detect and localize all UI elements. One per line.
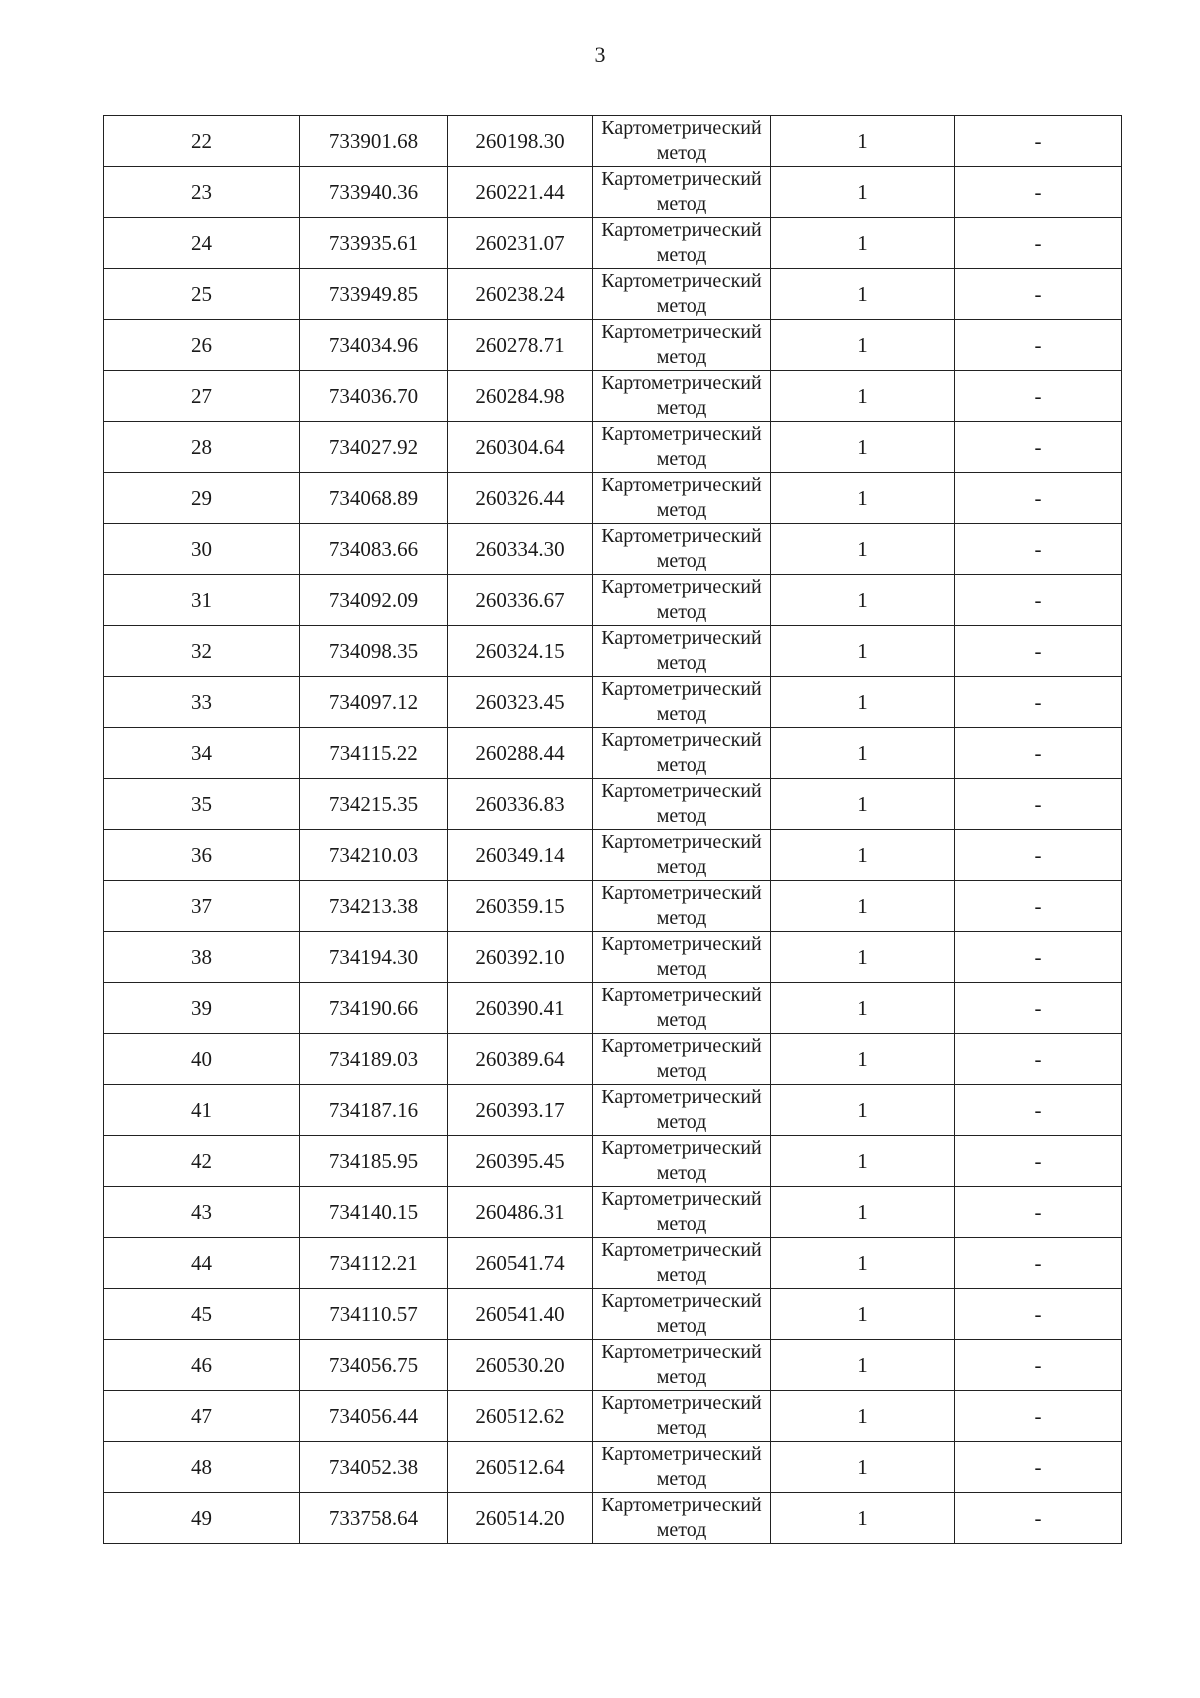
method-line-2: метод: [656, 1060, 707, 1082]
coordinate-y-cell: 260231.07: [448, 218, 593, 269]
accuracy-cell: 1: [771, 1187, 955, 1238]
point-number-cell: 22: [104, 116, 300, 167]
method-cell: [593, 932, 771, 983]
method-cell: [593, 830, 771, 881]
point-number-cell: 38: [104, 932, 300, 983]
coordinate-x-cell: 734210.03: [300, 830, 448, 881]
note-cell: -: [955, 218, 1122, 269]
note-cell: -: [955, 677, 1122, 728]
accuracy-cell: 1: [771, 830, 955, 881]
method-line-2: метод: [656, 1213, 707, 1235]
accuracy-cell: 1: [771, 1340, 955, 1391]
accuracy-cell: 1: [771, 422, 955, 473]
method-line-2: метод: [656, 244, 707, 266]
accuracy-cell: 1: [771, 218, 955, 269]
accuracy-cell: 1: [771, 1085, 955, 1136]
method-cell: [593, 1442, 771, 1493]
coordinate-y-cell: 260530.20: [448, 1340, 593, 1391]
method-line-1: Картометрический: [601, 168, 762, 190]
coordinate-x-cell: 733949.85: [300, 269, 448, 320]
method-cell: [593, 218, 771, 269]
method-line-1: Картометрический: [601, 576, 762, 598]
note-cell: -: [955, 932, 1122, 983]
coordinate-x-cell: 733901.68: [300, 116, 448, 167]
point-number-cell: 48: [104, 1442, 300, 1493]
coordinate-x-cell: 734185.95: [300, 1136, 448, 1187]
method-line-1: Картометрический: [601, 117, 762, 139]
table-row: [104, 779, 1122, 830]
accuracy-cell: 1: [771, 1289, 955, 1340]
method-line-1: Картометрический: [601, 882, 762, 904]
note-cell: -: [955, 830, 1122, 881]
table-row: [104, 575, 1122, 626]
coordinates-table-body: [104, 116, 1122, 1544]
method-line-2: метод: [656, 1264, 707, 1286]
point-number-cell: 47: [104, 1391, 300, 1442]
method-cell: [593, 1391, 771, 1442]
note-cell: -: [955, 1085, 1122, 1136]
method-line-1: Картометрический: [601, 678, 762, 700]
method-line-1: Картометрический: [601, 321, 762, 343]
coordinate-y-cell: 260323.45: [448, 677, 593, 728]
accuracy-cell: 1: [771, 1034, 955, 1085]
method-line-2: метод: [656, 397, 707, 419]
coordinate-y-cell: 260349.14: [448, 830, 593, 881]
coordinate-x-cell: 733940.36: [300, 167, 448, 218]
accuracy-cell: 1: [771, 167, 955, 218]
point-number-cell: 46: [104, 1340, 300, 1391]
coordinate-x-cell: 734092.09: [300, 575, 448, 626]
table-row: [104, 1340, 1122, 1391]
note-cell: -: [955, 1340, 1122, 1391]
accuracy-cell: 1: [771, 626, 955, 677]
page-number: 3: [594, 42, 606, 67]
coordinate-x-cell: 733758.64: [300, 1493, 448, 1544]
method-cell: [593, 728, 771, 779]
method-cell: [593, 1340, 771, 1391]
point-number-cell: 41: [104, 1085, 300, 1136]
method-line-2: метод: [656, 550, 707, 572]
accuracy-cell: 1: [771, 779, 955, 830]
method-line-1: Картометрический: [601, 1086, 762, 1108]
accuracy-cell: 1: [771, 677, 955, 728]
note-cell: -: [955, 1238, 1122, 1289]
accuracy-cell: 1: [771, 269, 955, 320]
coordinate-y-cell: 260288.44: [448, 728, 593, 779]
coordinate-x-cell: 734056.75: [300, 1340, 448, 1391]
method-line-1: Картометрический: [601, 270, 762, 292]
method-line-2: метод: [656, 1111, 707, 1133]
point-number-cell: 49: [104, 1493, 300, 1544]
accuracy-cell: 1: [771, 1493, 955, 1544]
point-number-cell: 31: [104, 575, 300, 626]
coordinate-y-cell: 260392.10: [448, 932, 593, 983]
point-number-cell: 44: [104, 1238, 300, 1289]
accuracy-cell: 1: [771, 983, 955, 1034]
method-line-1: Картометрический: [601, 780, 762, 802]
note-cell: -: [955, 575, 1122, 626]
note-cell: -: [955, 1034, 1122, 1085]
coordinate-y-cell: 260336.83: [448, 779, 593, 830]
note-cell: -: [955, 371, 1122, 422]
point-number-cell: 36: [104, 830, 300, 881]
coordinate-y-cell: 260541.74: [448, 1238, 593, 1289]
coordinate-y-cell: 260198.30: [448, 116, 593, 167]
method-cell: [593, 167, 771, 218]
coordinate-x-cell: 734098.35: [300, 626, 448, 677]
method-line-2: метод: [656, 499, 707, 521]
method-cell: [593, 371, 771, 422]
method-line-1: Картометрический: [601, 372, 762, 394]
coordinate-x-cell: 734083.66: [300, 524, 448, 575]
point-number-cell: 39: [104, 983, 300, 1034]
coordinate-y-cell: 260359.15: [448, 881, 593, 932]
method-cell: [593, 1238, 771, 1289]
table-row: [104, 677, 1122, 728]
method-line-1: Картометрический: [601, 627, 762, 649]
coordinate-y-cell: 260278.71: [448, 320, 593, 371]
coordinate-x-cell: 734215.35: [300, 779, 448, 830]
coordinate-y-cell: 260390.41: [448, 983, 593, 1034]
coordinate-x-cell: 734110.57: [300, 1289, 448, 1340]
note-cell: -: [955, 524, 1122, 575]
accuracy-cell: 1: [771, 1238, 955, 1289]
coordinate-x-cell: 734112.21: [300, 1238, 448, 1289]
coordinate-y-cell: 260324.15: [448, 626, 593, 677]
table-row: [104, 1289, 1122, 1340]
coordinate-y-cell: 260389.64: [448, 1034, 593, 1085]
method-line-2: метод: [656, 1468, 707, 1490]
note-cell: -: [955, 116, 1122, 167]
method-line-1: Картометрический: [601, 474, 762, 496]
point-number-cell: 45: [104, 1289, 300, 1340]
note-cell: -: [955, 779, 1122, 830]
note-cell: -: [955, 422, 1122, 473]
method-cell: [593, 1034, 771, 1085]
method-cell: [593, 626, 771, 677]
table-row: [104, 830, 1122, 881]
note-cell: -: [955, 1187, 1122, 1238]
method-line-2: метод: [656, 142, 707, 164]
point-number-cell: 25: [104, 269, 300, 320]
table-row: [104, 320, 1122, 371]
table-row: [104, 422, 1122, 473]
method-line-2: метод: [656, 1519, 707, 1541]
point-number-cell: 23: [104, 167, 300, 218]
method-line-1: Картометрический: [601, 1239, 762, 1261]
coordinate-y-cell: 260326.44: [448, 473, 593, 524]
table-row: [104, 1034, 1122, 1085]
method-line-1: Картометрический: [601, 1035, 762, 1057]
method-line-1: Картометрический: [601, 423, 762, 445]
coordinate-y-cell: 260238.24: [448, 269, 593, 320]
method-line-2: метод: [656, 907, 707, 929]
table-row: [104, 167, 1122, 218]
accuracy-cell: 1: [771, 473, 955, 524]
method-cell: [593, 422, 771, 473]
table-row: [104, 269, 1122, 320]
method-cell: [593, 1187, 771, 1238]
method-cell: [593, 1493, 771, 1544]
table-row: [104, 728, 1122, 779]
method-line-2: метод: [656, 346, 707, 368]
method-line-1: Картометрический: [601, 1188, 762, 1210]
table-row: [104, 1238, 1122, 1289]
point-number-cell: 34: [104, 728, 300, 779]
note-cell: -: [955, 1442, 1122, 1493]
table-row: [104, 626, 1122, 677]
note-cell: -: [955, 881, 1122, 932]
accuracy-cell: 1: [771, 371, 955, 422]
coordinate-x-cell: 734052.38: [300, 1442, 448, 1493]
method-cell: [593, 983, 771, 1034]
method-cell: [593, 881, 771, 932]
coordinate-x-cell: 733935.61: [300, 218, 448, 269]
coordinate-y-cell: 260336.67: [448, 575, 593, 626]
note-cell: -: [955, 626, 1122, 677]
coordinate-x-cell: 734189.03: [300, 1034, 448, 1085]
coordinate-x-cell: 734027.92: [300, 422, 448, 473]
method-cell: [593, 116, 771, 167]
method-line-1: Картометрический: [601, 1443, 762, 1465]
method-cell: [593, 1085, 771, 1136]
method-cell: [593, 1289, 771, 1340]
method-line-2: метод: [656, 1366, 707, 1388]
method-cell: [593, 269, 771, 320]
coordinate-y-cell: 260284.98: [448, 371, 593, 422]
accuracy-cell: 1: [771, 1442, 955, 1493]
point-number-cell: 40: [104, 1034, 300, 1085]
method-line-2: метод: [656, 1315, 707, 1337]
method-line-1: Картометрический: [601, 831, 762, 853]
point-number-cell: 29: [104, 473, 300, 524]
method-line-2: метод: [656, 193, 707, 215]
accuracy-cell: 1: [771, 524, 955, 575]
coordinate-y-cell: 260512.64: [448, 1442, 593, 1493]
table-row: [104, 1187, 1122, 1238]
table-row: [104, 218, 1122, 269]
note-cell: -: [955, 728, 1122, 779]
method-line-2: метод: [656, 1009, 707, 1031]
coordinate-y-cell: 260334.30: [448, 524, 593, 575]
point-number-cell: 35: [104, 779, 300, 830]
coordinate-x-cell: 734115.22: [300, 728, 448, 779]
table-row: [104, 881, 1122, 932]
point-number-cell: 27: [104, 371, 300, 422]
coordinate-y-cell: 260541.40: [448, 1289, 593, 1340]
point-number-cell: 32: [104, 626, 300, 677]
coordinate-x-cell: 734034.96: [300, 320, 448, 371]
table-row: [104, 524, 1122, 575]
coordinate-x-cell: 734068.89: [300, 473, 448, 524]
method-line-2: метод: [656, 805, 707, 827]
coordinate-y-cell: 260512.62: [448, 1391, 593, 1442]
table-row: [104, 1085, 1122, 1136]
table-row: [104, 1391, 1122, 1442]
accuracy-cell: 1: [771, 1136, 955, 1187]
table-row: [104, 932, 1122, 983]
method-line-1: Картометрический: [601, 1392, 762, 1414]
coordinate-x-cell: 734187.16: [300, 1085, 448, 1136]
method-cell: [593, 524, 771, 575]
coordinate-x-cell: 734194.30: [300, 932, 448, 983]
method-line-2: метод: [656, 1162, 707, 1184]
point-number-cell: 24: [104, 218, 300, 269]
note-cell: -: [955, 320, 1122, 371]
table-row: [104, 1442, 1122, 1493]
accuracy-cell: 1: [771, 728, 955, 779]
coordinate-x-cell: 734213.38: [300, 881, 448, 932]
method-line-2: метод: [656, 1417, 707, 1439]
coordinate-y-cell: 260514.20: [448, 1493, 593, 1544]
coordinates-table: [103, 115, 1122, 1544]
method-line-2: метод: [656, 601, 707, 623]
note-cell: -: [955, 1289, 1122, 1340]
method-line-1: Картометрический: [601, 1494, 762, 1516]
coordinate-x-cell: 734097.12: [300, 677, 448, 728]
method-cell: [593, 677, 771, 728]
note-cell: -: [955, 167, 1122, 218]
coordinate-y-cell: 260304.64: [448, 422, 593, 473]
table-row: [104, 116, 1122, 167]
table-row: [104, 371, 1122, 422]
method-line-2: метод: [656, 295, 707, 317]
point-number-cell: 43: [104, 1187, 300, 1238]
note-cell: -: [955, 1391, 1122, 1442]
coordinate-x-cell: 734190.66: [300, 983, 448, 1034]
method-line-2: метод: [656, 448, 707, 470]
method-line-2: метод: [656, 652, 707, 674]
point-number-cell: 28: [104, 422, 300, 473]
method-cell: [593, 473, 771, 524]
point-number-cell: 33: [104, 677, 300, 728]
accuracy-cell: 1: [771, 1391, 955, 1442]
accuracy-cell: 1: [771, 320, 955, 371]
note-cell: -: [955, 983, 1122, 1034]
method-line-1: Картометрический: [601, 984, 762, 1006]
note-cell: -: [955, 1136, 1122, 1187]
table-row: [104, 473, 1122, 524]
method-cell: [593, 320, 771, 371]
coordinate-y-cell: 260486.31: [448, 1187, 593, 1238]
method-line-1: Картометрический: [601, 1137, 762, 1159]
method-line-1: Картометрический: [601, 933, 762, 955]
table-row: [104, 1136, 1122, 1187]
table-row: [104, 1493, 1122, 1544]
point-number-cell: 42: [104, 1136, 300, 1187]
accuracy-cell: 1: [771, 932, 955, 983]
table-row: [104, 983, 1122, 1034]
accuracy-cell: 1: [771, 116, 955, 167]
note-cell: -: [955, 269, 1122, 320]
method-line-1: Картометрический: [601, 219, 762, 241]
note-cell: -: [955, 473, 1122, 524]
method-line-2: метод: [656, 703, 707, 725]
method-line-2: метод: [656, 958, 707, 980]
coordinate-y-cell: 260395.45: [448, 1136, 593, 1187]
coordinate-x-cell: 734056.44: [300, 1391, 448, 1442]
method-cell: [593, 1136, 771, 1187]
method-line-2: метод: [656, 856, 707, 878]
method-line-1: Картометрический: [601, 1341, 762, 1363]
note-cell: -: [955, 1493, 1122, 1544]
point-number-cell: 37: [104, 881, 300, 932]
coordinate-x-cell: 734140.15: [300, 1187, 448, 1238]
coordinate-y-cell: 260221.44: [448, 167, 593, 218]
coordinate-x-cell: 734036.70: [300, 371, 448, 422]
accuracy-cell: 1: [771, 881, 955, 932]
method-line-2: метод: [656, 754, 707, 776]
coordinate-y-cell: 260393.17: [448, 1085, 593, 1136]
method-line-1: Картометрический: [601, 1290, 762, 1312]
method-line-1: Картометрический: [601, 525, 762, 547]
method-cell: [593, 575, 771, 626]
point-number-cell: 26: [104, 320, 300, 371]
point-number-cell: 30: [104, 524, 300, 575]
method-cell: [593, 779, 771, 830]
accuracy-cell: 1: [771, 575, 955, 626]
method-line-1: Картометрический: [601, 729, 762, 751]
